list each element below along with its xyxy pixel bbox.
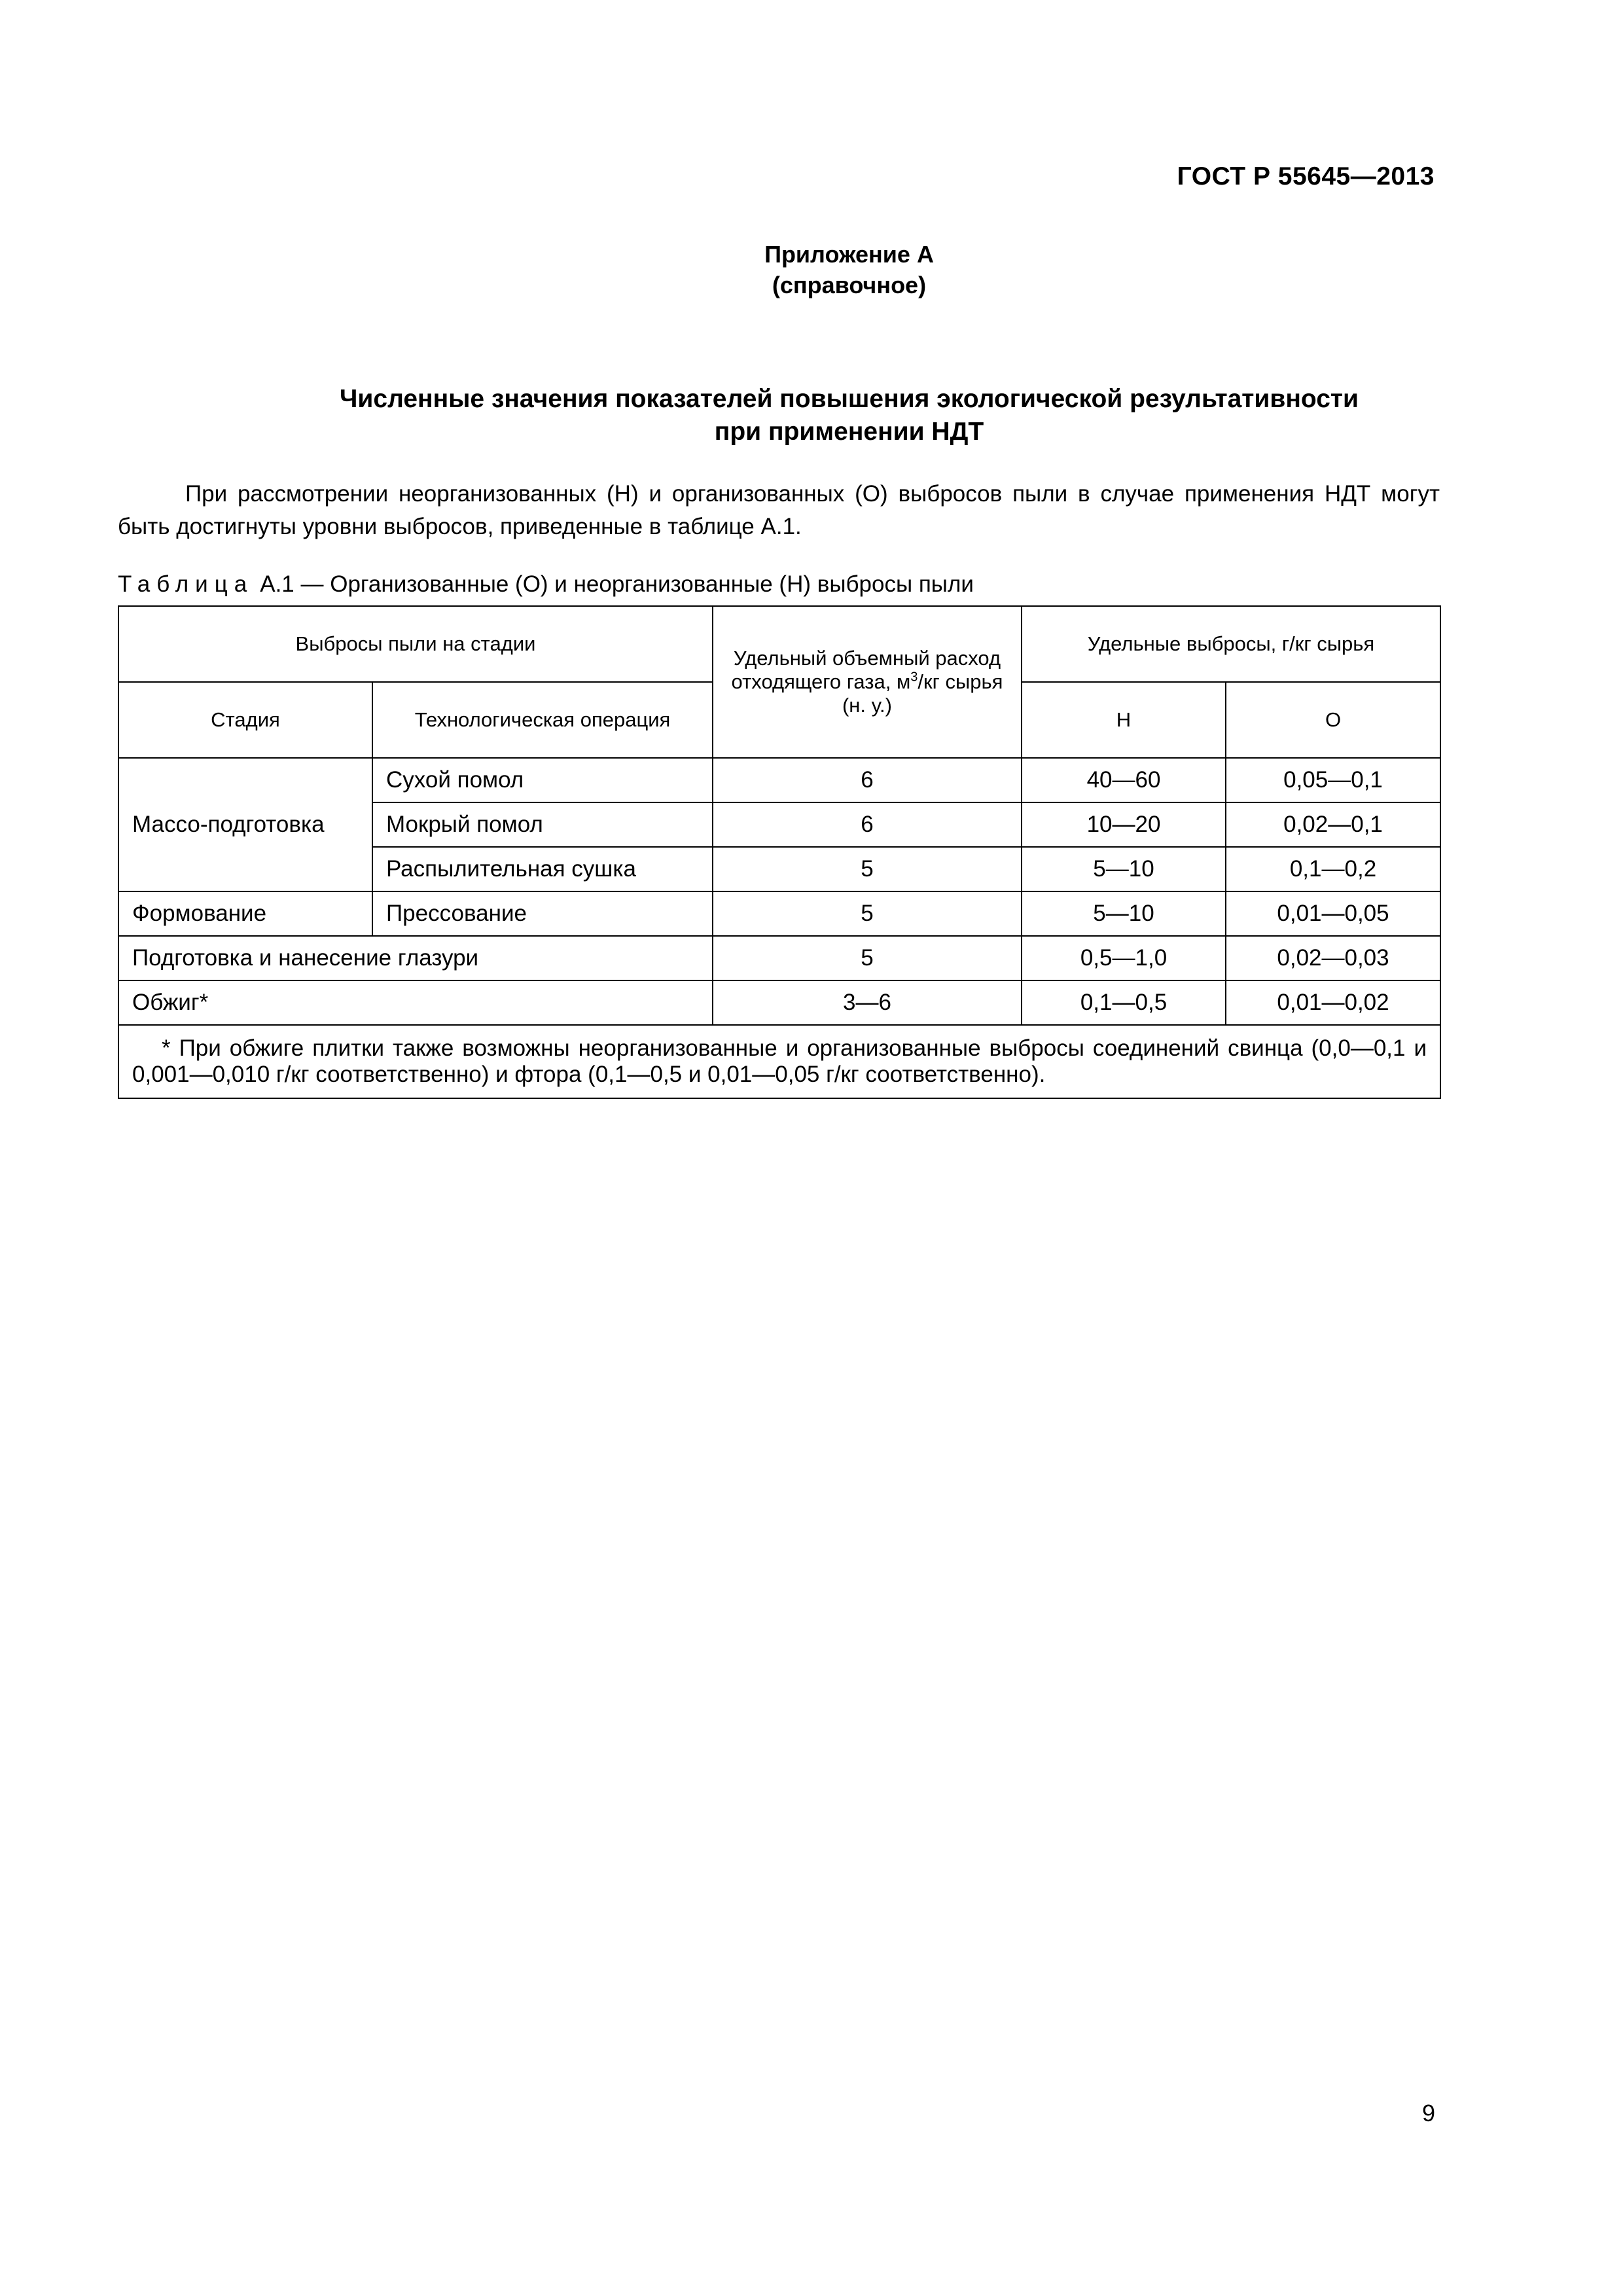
header-specific-emissions: Удельные выбросы, г/кг сырья — [1022, 606, 1440, 682]
cell-o: 0,01—0,02 — [1226, 980, 1440, 1025]
table-caption — [118, 568, 974, 601]
header-gas-flow: Удельный объемный расход отходящего газа, $м^3/кг$ сырья (н. у.) — [713, 606, 1022, 758]
cell-n: 40—60 — [1022, 758, 1226, 802]
page-number: 9 — [1421, 2100, 1435, 2126]
main-title-line-1: Численные значения показателей повышения экологической результативности — [340, 385, 1359, 413]
table-row — [118, 980, 1440, 1025]
main-title-line-2: при применении НДТ — [714, 418, 984, 446]
cell-n: 5—10 — [1022, 891, 1226, 936]
cell-o: 0,01—0,05 — [1226, 891, 1440, 936]
table-caption-label: Таблица — [118, 571, 254, 597]
cell-operation: Прессование — [372, 891, 713, 936]
emissions-table — [118, 605, 1441, 1099]
table-row — [118, 936, 1440, 980]
cell-n: 0,5—1,0 — [1022, 936, 1226, 980]
header-o: О — [1226, 682, 1440, 758]
cell-flow: 5 — [713, 936, 1022, 980]
cell-stage: Подготовка и нанесение глазури — [118, 936, 713, 980]
cell-o: 0,05—0,1 — [1226, 758, 1440, 802]
main-title — [0, 383, 1623, 448]
cell-operation: Распылительная сушка — [372, 847, 713, 891]
cell-n: 0,1—0,5 — [1022, 980, 1226, 1025]
cell-o: 0,02—0,03 — [1226, 936, 1440, 980]
table-row — [118, 758, 1440, 802]
cell-n: 5—10 — [1022, 847, 1226, 891]
header-stage: Стадия — [118, 682, 372, 758]
header-n: Н — [1022, 682, 1226, 758]
cell-flow: 5 — [713, 891, 1022, 936]
table-row — [118, 891, 1440, 936]
document-code: ГОСТ Р 55645—2013 — [1177, 162, 1435, 190]
intro-paragraph: При рассмотрении неорганизованных (Н) и организованных (О) выбросов пыли в случае применения НДТ могут быть достигнуты уровни выбросов, приведенные в таблице А.1. — [118, 481, 1440, 539]
cell-flow: 6 — [713, 802, 1022, 847]
cell-stage: Формование — [118, 891, 372, 936]
cell-flow: 5 — [713, 847, 1022, 891]
table-caption-text: А.1 — Организованные (О) и неорганизованные (Н) выбросы пыли — [260, 571, 974, 597]
header-emissions-at-stage: Выбросы пыли на стадии — [118, 606, 713, 682]
cell-stage: Массо-подготовка — [118, 758, 372, 891]
cell-flow: 3—6 — [713, 980, 1022, 1025]
cell-o: 0,1—0,2 — [1226, 847, 1440, 891]
cell-o: 0,02—0,1 — [1226, 802, 1440, 847]
cell-stage: Обжиг* — [118, 980, 713, 1025]
appendix-title: Приложение А — [764, 241, 934, 268]
header-operation: Технологическая операция — [372, 682, 713, 758]
table-footnote-row — [118, 1025, 1440, 1098]
table-footnote: * При обжиге плитки также возможны неорганизованные и организованные выбросы соединений свинца (0,0—0,1 и 0,001—0,010 г/кг соответственно) и фтора (0,1—0,5 и 0,01—0,05 г/кг соответственно). — [118, 1025, 1440, 1098]
cell-operation: Сухой помол — [372, 758, 713, 802]
appendix-subtitle: (справочное) — [772, 272, 927, 298]
cell-n: 10—20 — [1022, 802, 1226, 847]
appendix-heading — [0, 239, 1623, 300]
cell-flow: 6 — [713, 758, 1022, 802]
cell-operation: Мокрый помол — [372, 802, 713, 847]
